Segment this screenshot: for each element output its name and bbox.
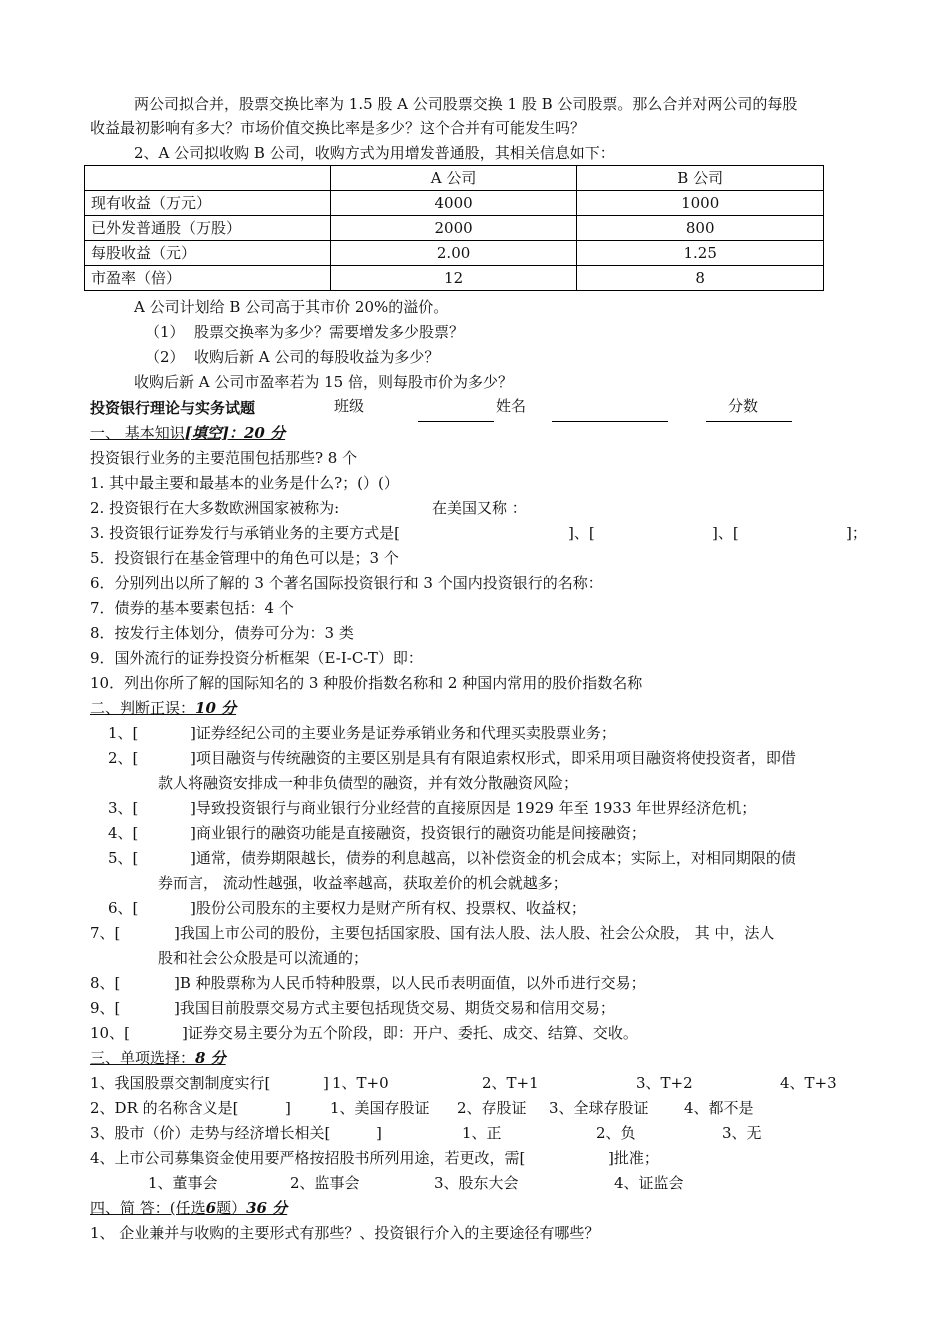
- choice-q2-option-3: 3、全球存股证: [549, 1099, 649, 1117]
- section-4-heading: [90, 1198, 287, 1218]
- choice-q2-option-1: 1、美国存股证: [330, 1099, 430, 1117]
- name-blank: [552, 421, 668, 422]
- choice-q3-option-1: 1、正: [462, 1124, 502, 1142]
- exam-title: 投资银行理论与实务试题: [90, 399, 256, 417]
- class-label: 班级: [334, 397, 365, 415]
- judge-item-5-continuation: 券而言， 流动性越强，收益率越高，获取差价的机会就越多；: [158, 874, 568, 892]
- choice-q4-option-1: 1、董事会: [148, 1174, 218, 1192]
- section-1-q8: 8．按发行主体划分，债券可分为：3 类: [90, 624, 354, 642]
- judge-item-10-text: ]证券交易主要分为五个阶段，即：开户、委托、成交、结算、交收。: [182, 1024, 638, 1042]
- choice-q4-option-3: 3、股东大会: [434, 1174, 519, 1192]
- table-row: [85, 241, 824, 266]
- table-cell: 800: [577, 216, 824, 241]
- section-3-heading: [90, 1048, 226, 1068]
- table-cell-label: 已外发普通股（万股）: [85, 216, 331, 241]
- judge-item-2-text: ]项目融资与传统融资的主要区别是具有有限追索权形式，即采用项目融资将使投资者，即借: [190, 749, 796, 767]
- section-1-q6: 6．分别列出以所了解的 3 个著名国际投资银行和 3 个国内投资银行的名称：: [90, 574, 603, 592]
- table-row: [85, 216, 824, 241]
- judge-item-10-number: 10、[: [90, 1024, 130, 1042]
- table-header-row: [85, 166, 824, 191]
- section-1-q1: 1. 其中最主要和最基本的业务是什么?；(）(）: [90, 474, 399, 492]
- section-4-heading-score: 36 分: [246, 1199, 288, 1217]
- choice-q3-bracket-close: ]: [376, 1124, 382, 1142]
- section-3-heading-score: 8 分: [195, 1049, 226, 1067]
- score-blank: [706, 421, 792, 422]
- choice-q2-bracket-close: ]: [285, 1099, 291, 1117]
- choice-q3-option-2: 2、负: [596, 1124, 636, 1142]
- judge-item-3-number: 3、[: [108, 799, 139, 817]
- section-3-heading-text: 三、单项选择：: [90, 1049, 196, 1067]
- section-1-q2-part2: 在美国又称 ：: [432, 499, 527, 517]
- section-1-q3-bracket2: ]、[: [568, 524, 595, 542]
- section-1-q3: 3. 投资银行证券发行与承销业务的主要方式是[: [90, 524, 400, 542]
- table-header-cell: B 公司: [577, 166, 824, 191]
- table-row: [85, 266, 824, 291]
- section-1-q3-bracket3: ]、[: [712, 524, 739, 542]
- judge-item-6-number: 6、[: [108, 899, 139, 917]
- table-cell: 2.00: [330, 241, 577, 266]
- section-2-heading-score: 10 分: [195, 699, 237, 717]
- table-cell: 4000: [330, 191, 577, 216]
- judge-item-9-text: ]我国目前股票交易方式主要包括现货交易、期货交易和信用交易；: [174, 999, 615, 1017]
- table-cell: 8: [577, 266, 824, 291]
- section-2-heading: [90, 698, 236, 718]
- choice-q1-option-1: 1、T+0: [332, 1074, 389, 1092]
- table-cell: 1000: [577, 191, 824, 216]
- section-1-q3-end: ]；: [846, 524, 867, 542]
- section-1-q9: 9．国外流行的证券投资分析框架（E-I-C-T）即：: [90, 649, 423, 667]
- judge-item-4-text: ]商业银行的融资功能是直接融资，投资银行的融资功能是间接融资；: [190, 824, 646, 842]
- premium-note: A 公司计划给 B 公司高于其市价 20%的溢价。: [134, 298, 449, 316]
- section-1-intro: 投资银行业务的主要范围包括那些? 8 个: [90, 449, 358, 467]
- table-cell: 12: [330, 266, 577, 291]
- choice-q1-bracket-close: ]: [323, 1074, 329, 1092]
- section-1-q2: 2. 投资银行在大多数欧洲国家被称为:: [90, 499, 340, 517]
- company-info-table: [84, 165, 824, 291]
- choice-q4-stem: 4、上市公司募集资金使用要严格按招股书所列用途，若更改，需[: [90, 1149, 526, 1167]
- judge-item-9-number: 9、[: [90, 999, 121, 1017]
- judge-item-7-continuation: 股和社会公众股是可以流通的；: [158, 949, 369, 967]
- judge-item-3-text: ]导致投资银行与商业银行分业经营的直接原因是 1929 年至 1933 年世界经济危机；: [190, 799, 757, 817]
- judge-item-2-number: 2、[: [108, 749, 139, 767]
- judge-item-2-continuation: 款人将融资安排成一种非负债型的融资，并有效分散融资风险；: [158, 774, 579, 792]
- choice-q4-option-4: 4、证监会: [614, 1174, 684, 1192]
- choice-q1-option-4: 4、T+3: [780, 1074, 837, 1092]
- section-1-q10: 10．列出你所了解的国际知名的 3 种股价指数名称和 2 种国内常用的股价指数名称: [90, 674, 643, 692]
- subquestion-2-text: 收购后新 A 公司的每股收益为多少？: [194, 348, 440, 366]
- section-1-heading-score: [填空]：20 分: [184, 424, 286, 442]
- choice-q3-stem: 3、股市（价）走势与经济增长相关[: [90, 1124, 331, 1142]
- choice-q4-bracket-close: ]批准；: [608, 1149, 659, 1167]
- table-row: [85, 191, 824, 216]
- intro-paragraph-line1: 两公司拟合并，股票交换比率为 1.5 股 A 公司股票交换 1 股 B 公司股票。那么合并对两公司的每股: [134, 95, 798, 113]
- score-label: 分数: [728, 397, 759, 415]
- section-4-heading-suffix: 题）: [216, 1199, 247, 1217]
- table-cell-label: 市盈率（倍）: [85, 266, 331, 291]
- section-1-heading-text: 一、 基本知识: [90, 424, 185, 442]
- choice-q2-option-2: 2、存股证: [457, 1099, 527, 1117]
- judge-item-6-text: ]股份公司股东的主要权力是财产所有权、投票权、收益权；: [190, 899, 586, 917]
- table-cell: 2000: [330, 216, 577, 241]
- table-cell-label: 每股收益（元）: [85, 241, 331, 266]
- table-cell-label: 现有收益（万元）: [85, 191, 331, 216]
- judge-item-4-number: 4、[: [108, 824, 139, 842]
- intro-paragraph-line2: 收益最初影响有多大？市场价值交换比率是多少？这个合并有可能发生吗？: [90, 119, 586, 137]
- judge-item-8-number: 8、[: [90, 974, 121, 992]
- choice-q1-option-3: 3、T+2: [636, 1074, 693, 1092]
- judge-item-7-text: ]我国上市公司的股份，主要包括国家股、国有法人股、法人股、社会公众股， 其 中，法人: [174, 924, 775, 942]
- choice-q1-option-2: 2、T+1: [482, 1074, 539, 1092]
- section-1-q5: 5．投资银行在基金管理中的角色可以是；3 个: [90, 549, 399, 567]
- judge-item-1-number: 1、[: [108, 724, 139, 742]
- table-cell: 1.25: [577, 241, 824, 266]
- section-4-heading-count: 6: [205, 1199, 217, 1217]
- subquestion-1-number: （1）: [145, 323, 185, 341]
- table-header-cell: [85, 166, 331, 191]
- section-2-heading-text: 二、判断正误：: [90, 699, 196, 717]
- section-4-q1: 1、 企业兼并与收购的主要形式有那些？、投资银行介入的主要途径有哪些？: [90, 1224, 600, 1242]
- choice-q3-option-3: 3、无: [722, 1124, 762, 1142]
- judge-item-7-number: 7、[: [90, 924, 121, 942]
- judge-item-5-text: ]通常，债券期限越长，债券的利息越高，以补偿资金的机会成本；实际上，对相同期限的债: [190, 849, 796, 867]
- subquestion-2-number: （2）: [145, 348, 185, 366]
- subquestion-3-text: 收购后新 A 公司市盈率若为 15 倍，则每股市价为多少？: [134, 373, 513, 391]
- judge-item-1-text: ]证券经纪公司的主要业务是证券承销业务和代理买卖股票业务；: [190, 724, 616, 742]
- judge-item-8-text: ]B 种股票称为人民币特种股票，以人民币表明面值，以外币进行交易；: [174, 974, 646, 992]
- judge-item-5-number: 5、[: [108, 849, 139, 867]
- question-2-stem: 2、A 公司拟收购 B 公司，收购方式为用增发普通股，其相关信息如下：: [134, 144, 615, 162]
- subquestion-1-text: 股票交换率为多少？需要增发多少股票？: [194, 323, 465, 341]
- class-blank: [418, 421, 494, 422]
- choice-q4-option-2: 2、监事会: [290, 1174, 360, 1192]
- section-1-q7: 7．债券的基本要素包括：4 个: [90, 599, 294, 617]
- section-4-heading-text: 四、简 答：(任选: [90, 1199, 206, 1217]
- choice-q1-stem: 1、我国股票交割制度实行[: [90, 1074, 271, 1092]
- choice-q2-stem: 2、DR 的名称含义是[: [90, 1099, 239, 1117]
- choice-q2-option-4: 4、都不是: [684, 1099, 754, 1117]
- section-1-heading: [90, 423, 285, 443]
- table-header-cell: A 公司: [330, 166, 577, 191]
- name-label: 姓名: [496, 397, 527, 415]
